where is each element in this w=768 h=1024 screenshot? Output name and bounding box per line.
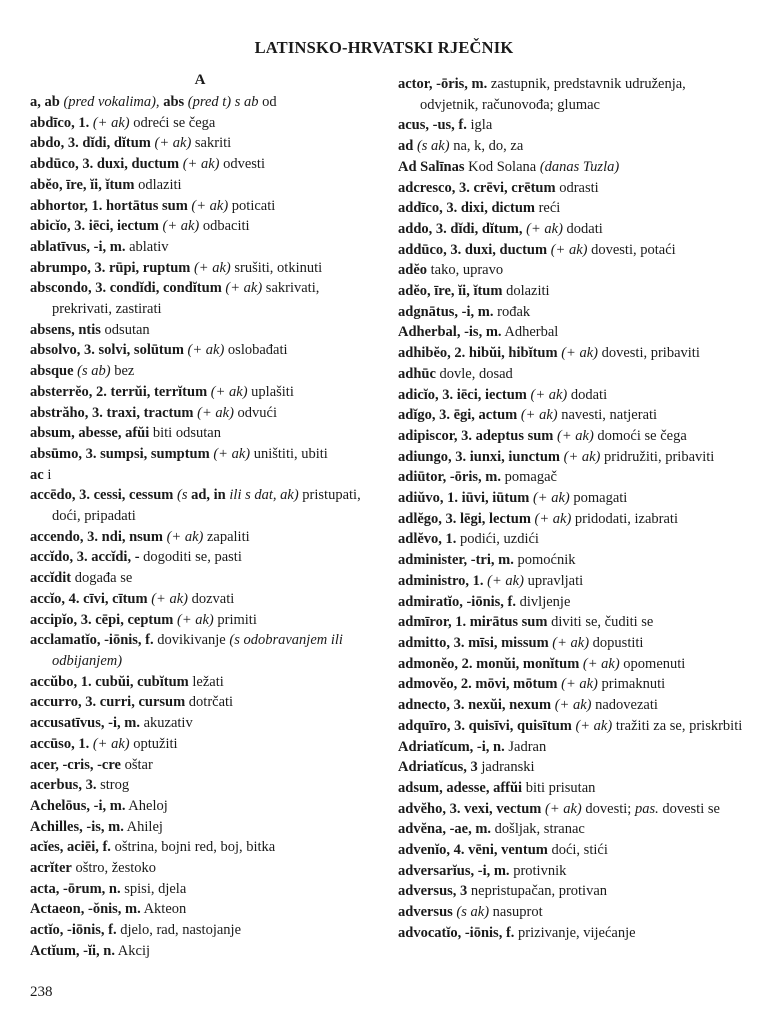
entry-headword: admovĕo, 2. mōvi, mōtum	[398, 676, 558, 693]
entry-headword: adiŭvo, 1. iūvi, iūtum	[398, 490, 530, 507]
entry-text: upravljati	[523, 572, 584, 589]
dictionary-entry	[398, 178, 743, 199]
entry-note: (+ ak)	[487, 572, 524, 589]
dictionary-entry	[30, 879, 370, 900]
dictionary-entry	[398, 488, 743, 509]
entry-headword: adversus	[398, 904, 453, 921]
dictionary-entry	[398, 281, 743, 302]
entry-headword: abdūco, 3. duxi, ductum	[30, 156, 180, 173]
entry-text: diviti se, čuditi se	[547, 614, 654, 631]
entry-text: dovesti se	[658, 800, 720, 817]
entry-note: (+ ak)	[177, 611, 214, 628]
entry-text: pristupati, doći, pripadati	[52, 487, 361, 525]
dictionary-entry	[398, 115, 743, 136]
entry-note: (pred vokalima),	[63, 94, 160, 110]
dictionary-entry	[398, 571, 743, 592]
entry-headword: accĭdit	[30, 570, 72, 587]
dictionary-entry	[30, 837, 370, 858]
entry-text: spisi, djela	[120, 880, 187, 897]
entry-text: rođak	[493, 303, 531, 320]
entry-headword: absque	[30, 363, 74, 380]
entry-text: događa se	[71, 570, 133, 587]
entry-text: zastupnik, predstavnik udruženja, odvjetnik, računovođa; glumac	[420, 76, 686, 113]
entry-text: pridodati, izabrati	[571, 510, 678, 527]
entry-headword: accēdo, 3. cessi, cessum	[30, 487, 174, 504]
dictionary-entry	[398, 260, 743, 281]
dictionary-entry	[398, 136, 743, 157]
dictionary-entry	[398, 240, 743, 261]
entry-headword: abdīco, 1.	[30, 114, 90, 131]
dictionary-entry	[398, 219, 743, 240]
dictionary-entry	[30, 237, 370, 258]
dictionary-entry	[398, 364, 743, 385]
dictionary-entry	[398, 654, 743, 675]
entry-headword: ablatīvus, -i, m.	[30, 238, 126, 255]
dictionary-entry	[30, 692, 370, 713]
entry-text: dovesti, potaći	[587, 241, 676, 258]
entry-headword: acĭes, aciēi, f.	[30, 839, 111, 856]
entry-headword: admitto, 3. mīsi, missum	[398, 634, 549, 651]
dictionary-entry	[30, 485, 370, 526]
entry-text: dodati	[567, 386, 608, 403]
dictionary-entry	[398, 840, 743, 861]
dictionary-entry	[30, 547, 370, 568]
entry-note: (+ ak)	[182, 156, 220, 173]
entry-note: (+ ak)	[563, 448, 601, 465]
entry-headword: adicĭo, 3. iēci, iectum	[398, 386, 527, 403]
dictionary-entry	[30, 941, 370, 962]
entry-text: od	[258, 94, 277, 110]
entry-note: (+ ak)	[561, 676, 598, 693]
entry-note: (+ ak)	[561, 345, 598, 362]
entry-note: (+ ak)	[191, 197, 229, 214]
entry-text: Jadran	[504, 738, 547, 755]
dictionary-entry	[398, 861, 743, 882]
letter-heading: A	[194, 72, 206, 88]
entry-note: (+ ak)	[187, 342, 225, 359]
entry-headword: admīror, 1. mirātus sum	[398, 614, 548, 631]
entry-headword: abhortor, 1. hortātus sum	[30, 197, 188, 214]
dictionary-entry	[398, 322, 743, 343]
entry-text: sakriti	[191, 135, 232, 152]
dictionary-entry	[398, 612, 743, 633]
entry-headword: acus, -us, f.	[398, 117, 467, 134]
right-column	[398, 74, 743, 944]
entry-headword: Ad Salīnas	[398, 158, 465, 175]
entry-headword: acerbus, 3.	[30, 777, 97, 794]
entry-headword: advenĭo, 4. vēni, ventum	[398, 842, 548, 859]
dictionary-entry	[30, 175, 370, 196]
dictionary-entry	[398, 923, 743, 944]
entry-text: odbaciti	[199, 218, 250, 235]
dictionary-entry	[398, 674, 743, 695]
dictionary-entry	[30, 133, 370, 154]
entry-note: (+ ak)	[92, 735, 130, 752]
entry-text: oštar	[120, 756, 153, 773]
entry-headword: accŭbo, 1. cubŭi, cubĭtum	[30, 673, 189, 690]
entry-note: (s ak)	[416, 138, 450, 155]
entry-text: ablativ	[125, 238, 169, 255]
entry-text: reći	[534, 200, 561, 217]
entry-text: nepristupačan, protivan	[467, 883, 608, 900]
dictionary-entry	[30, 734, 370, 755]
page-title: LATINSKO-HRVATSKI RJEČNIK	[254, 38, 514, 57]
entry-text: dovle, dosad	[435, 365, 513, 382]
entry-text: pomagač	[500, 469, 557, 486]
dictionary-entry	[30, 382, 370, 403]
dictionary-entry	[398, 447, 743, 468]
entry-text: pomagati	[569, 490, 628, 507]
entry-text: nasuprot	[489, 904, 543, 921]
entry-note: (pred t) s ab	[187, 94, 259, 110]
entry-text: biti prisutan	[522, 779, 596, 796]
entry-text: Aheloj	[125, 797, 168, 814]
entry-note: (s	[176, 487, 188, 504]
entry-headword: administro, 1.	[398, 572, 484, 589]
entry-note: (+ ak)	[92, 114, 130, 131]
entry-text: zapaliti	[203, 528, 250, 545]
dictionary-entry	[398, 778, 743, 799]
entry-headword: abicĭo, 3. iēci, iectum	[30, 218, 159, 235]
dictionary-entry	[30, 817, 370, 838]
entry-headword: absum, abesse, afŭi	[30, 425, 150, 442]
entry-text: jadranski	[477, 759, 535, 776]
entry-headword: advĕna, -ae, m.	[398, 821, 492, 838]
dictionary-entry	[30, 589, 370, 610]
entry-text: dopustiti	[589, 634, 644, 651]
entry-headword: adlĕgo, 3. lēgi, lectum	[398, 510, 531, 527]
entry-headword: adquīro, 3. quisīvi, quisītum	[398, 717, 572, 734]
page-number: 238	[30, 984, 53, 1000]
dictionary-entry	[30, 610, 370, 631]
entry-headword: absterrĕo, 2. terrŭi, terrĭtum	[30, 383, 208, 400]
entry-note: (+ ak)	[550, 241, 588, 258]
dictionary-entry	[30, 216, 370, 237]
dictionary-entry	[30, 775, 370, 796]
entry-headword: absūmo, 3. sumpsi, sumptum	[30, 445, 210, 462]
entry-text: odlaziti	[134, 176, 182, 193]
entry-headword: a, ab	[30, 94, 60, 110]
dictionary-entry	[30, 154, 370, 175]
entry-text: pridružiti, pribaviti	[600, 448, 715, 465]
entry-headword: accendo, 3. ndi, nsum	[30, 528, 163, 545]
dictionary-entry	[398, 819, 743, 840]
entry-text: prizivanje, vijećanje	[514, 924, 636, 941]
entry-text: odvući	[233, 404, 277, 421]
entry-headword: Achelōus, -i, m.	[30, 797, 126, 814]
dictionary-entry	[30, 527, 370, 548]
entry-headword: Adherbal, -is, m.	[398, 324, 502, 341]
entry-note: (+ ak)	[210, 383, 248, 400]
entry-text: poticati	[228, 197, 276, 214]
entry-text: igla	[466, 117, 493, 134]
entry-headword: addūco, 3. duxi, ductum	[398, 241, 548, 258]
entry-headword: abscondo, 3. condĭdi, condĭtum	[30, 280, 222, 297]
entry-headword: abrumpo, 3. rūpi, ruptum	[30, 259, 191, 276]
dictionary-entry	[30, 92, 370, 113]
dictionary-entry	[30, 630, 370, 671]
entry-note: (+ ak)	[530, 386, 568, 403]
dictionary-entry	[398, 757, 743, 778]
dictionary-entry	[398, 74, 743, 115]
dictionary-entry	[30, 340, 370, 361]
entry-headword: adiūtor, -ōris, m.	[398, 469, 501, 486]
entry-note: (+ ak)	[582, 655, 620, 672]
dictionary-entry	[30, 361, 370, 382]
entry-text: protivnik	[509, 862, 567, 879]
entry-text: Akteon	[140, 901, 187, 918]
dictionary-entry	[30, 672, 370, 693]
entry-headword: adnecto, 3. nexŭi, nexum	[398, 697, 552, 714]
entry-note: (+ ak)	[213, 445, 251, 462]
entry-headword: accūso, 1.	[30, 735, 90, 752]
entry-text: odreći se čega	[129, 114, 216, 131]
entry-headword: ac	[30, 466, 44, 483]
entry-text: tražiti za se, priskrbiti	[612, 717, 743, 734]
entry-note: (+ ak)	[151, 590, 188, 607]
entry-text: optužiti	[129, 735, 178, 752]
entry-headword: administer, -tri, m.	[398, 552, 514, 569]
dictionary-entry	[398, 302, 743, 323]
entry-headword: adcresco, 3. crēvi, crētum	[398, 179, 556, 196]
entry-note: (+ ak)	[197, 404, 234, 421]
entry-text: djelo, rad, nastojanje	[116, 922, 242, 939]
entry-text: nadovezati	[591, 697, 658, 714]
entry-note: (danas Tuzla)	[539, 158, 620, 175]
entry-headword: actĭo, -iōnis, f.	[30, 922, 117, 939]
entry-headword: accurro, 3. curri, cursum	[30, 694, 186, 711]
entry-note: (+ ak)	[532, 490, 570, 507]
entry-headword: abĕo, īre, ĭi, ĭtum	[30, 176, 135, 193]
entry-text: akuzativ	[139, 715, 193, 732]
entry-text: ležati	[188, 673, 224, 690]
entry-headword: acclamatĭo, -iōnis, f.	[30, 632, 154, 649]
entry-text: strog	[96, 777, 130, 794]
dictionary-entry	[30, 899, 370, 920]
dictionary-entry	[398, 198, 743, 219]
entry-note: (+ ak)	[557, 427, 594, 444]
dictionary-entry	[30, 423, 370, 444]
entry-text: dovesti;	[581, 800, 635, 817]
entry-note: (+ ak)	[545, 800, 582, 817]
dictionary-entry	[398, 426, 743, 447]
entry-headword: acer, -cris, -cre	[30, 756, 121, 773]
dictionary-entry	[398, 343, 743, 364]
entry-headword: ad	[398, 138, 414, 155]
entry-headword: acta, -ōrum, n.	[30, 880, 121, 897]
dictionary-entry	[30, 278, 370, 319]
entry-note: (+ ak)	[534, 510, 572, 527]
dictionary-entry	[398, 385, 743, 406]
entry-text: domoći se čega	[593, 427, 687, 444]
entry-note: (+ ak)	[225, 280, 263, 297]
entry-text: dolaziti	[502, 283, 550, 300]
entry-headword: advĕho, 3. vexi, vectum	[398, 800, 542, 817]
dictionary-entry	[398, 881, 743, 902]
entry-headword: adsum, adesse, affŭi	[398, 779, 523, 796]
entry-headword: adhūc	[398, 365, 436, 382]
entry-text: podići, uzdići	[456, 531, 539, 548]
entry-headword: adĕo	[398, 262, 427, 279]
entry-headword: accusatīvus, -i, m.	[30, 715, 140, 732]
dictionary-entry	[30, 568, 370, 589]
entry-note: (+ ak)	[575, 717, 613, 734]
entry-headword: adlĕvo, 1.	[398, 531, 457, 548]
dictionary-entry	[30, 403, 370, 424]
entry-headword: advocatĭo, -iōnis, f.	[398, 924, 515, 941]
entry-text: divljenje	[516, 593, 571, 610]
entry-note: (s odobravanjem ili odbijanjem)	[52, 632, 343, 669]
dictionary-entry	[398, 592, 743, 613]
entry-note: (+ ak)	[526, 220, 563, 237]
entry-note: (+ ak)	[552, 634, 590, 651]
entry-note: (+ ak)	[162, 218, 200, 235]
entry-note: (+ ak)	[166, 528, 204, 545]
dictionary-entry	[30, 796, 370, 817]
entry-text: odrasti	[555, 179, 599, 196]
dictionary-entry	[30, 196, 370, 217]
entry-headword: adhibĕo, 2. hibŭi, hibĭtum	[398, 345, 558, 362]
entry-text: biti odsutan	[149, 425, 221, 442]
dictionary-entry	[30, 258, 370, 279]
entry-headword: absolvo, 3. solvi, solūtum	[30, 342, 184, 359]
entry-headword: admonĕo, 2. monŭi, monĭtum	[398, 655, 580, 672]
entry-text: navesti, natjerati	[557, 407, 658, 424]
entry-headword: adipiscor, 3. adeptus sum	[398, 427, 554, 444]
dictionary-entry	[30, 444, 370, 465]
entry-headword: accĭo, 4. cīvi, cītum	[30, 590, 148, 607]
entry-headword: acrĭter	[30, 860, 72, 877]
entry-text: oslobađati	[224, 342, 288, 359]
entry-text: oštro, žestoko	[71, 860, 157, 877]
entry-text: dovikivanje	[153, 632, 230, 649]
entry-headword: addo, 3. dĭdi, dĭtum,	[398, 220, 523, 237]
entry-text: dozvati	[187, 590, 235, 607]
entry-text: dovesti, pribaviti	[597, 345, 700, 362]
dictionary-entry	[398, 467, 743, 488]
dictionary-entry	[30, 320, 370, 341]
entry-text: doći, stići	[547, 842, 608, 859]
entry-headword: adversus, 3	[398, 883, 468, 900]
entry-headword: Adriatĭcus, 3	[398, 759, 478, 776]
entry-text: i	[43, 466, 52, 483]
entry-headword: addīco, 3. dixi, dictum	[398, 200, 535, 217]
entry-headword: absens, ntis	[30, 321, 101, 338]
entry-text: dotrčati	[185, 694, 234, 711]
entry-headword: Actĭum, -ĭi, n.	[30, 942, 115, 959]
entry-text: bez	[110, 363, 135, 380]
entry-text: oštrina, bojni red, boj, bitka	[110, 839, 276, 856]
entry-note: (s ab)	[77, 363, 111, 380]
entry-text: došljak, stranac	[491, 821, 585, 838]
entry-text: uništiti, ubiti	[250, 445, 328, 462]
entry-headword: ad, in	[191, 487, 226, 504]
entry-headword: actor, -ōris, m.	[398, 76, 488, 92]
entry-text: odsutan	[100, 321, 150, 338]
entry-note: (s ak)	[456, 904, 490, 921]
dictionary-entry	[398, 737, 743, 758]
entry-headword: adversarĭus, -i, m.	[398, 862, 510, 879]
dictionary-entry	[398, 529, 743, 550]
dictionary-entry	[30, 713, 370, 734]
dictionary-entry	[398, 902, 743, 923]
dictionary-entry	[398, 509, 743, 530]
dictionary-entry	[398, 405, 743, 426]
dictionary-entry	[398, 799, 743, 820]
entry-text: tako, upravo	[427, 262, 504, 279]
entry-text: dodati	[562, 220, 603, 237]
entry-headword: abdo, 3. dĭdi, dĭtum	[30, 135, 151, 152]
dictionary-entry	[398, 633, 743, 654]
entry-text: Ahilej	[123, 818, 163, 835]
entry-text: Akcij	[114, 942, 151, 959]
entry-text: sakrivati, prekrivati, zastirati	[52, 280, 320, 318]
entry-text: uplašiti	[247, 383, 294, 400]
entry-headword: accipĭo, 3. cēpi, ceptum	[30, 611, 174, 628]
left-entry-list	[30, 92, 370, 962]
entry-text: pomoćnik	[513, 552, 576, 569]
dictionary-entry	[30, 858, 370, 879]
entry-headword: adgnātus, -i, m.	[398, 303, 494, 320]
entry-note: (+ ak)	[193, 259, 231, 276]
dictionary-entry	[398, 550, 743, 571]
entry-text: odvesti	[219, 156, 265, 173]
left-column	[30, 68, 370, 962]
entry-text: Adherbal	[501, 324, 559, 341]
entry-text: dogoditi se, pasti	[139, 549, 242, 566]
entry-headword: adiungo, 3. iunxi, iunctum	[398, 448, 560, 465]
entry-headword: admiratĭo, -iōnis, f.	[398, 593, 517, 610]
entry-note: (+ ak)	[154, 135, 192, 152]
entry-text: opomenuti	[619, 655, 686, 672]
dictionary-entry	[398, 157, 743, 178]
dictionary-entry	[398, 716, 743, 737]
entry-note: (+ ak)	[520, 407, 558, 424]
entry-headword: abstrăho, 3. traxi, tractum	[30, 404, 194, 421]
entry-headword: adĭgo, 3. ēgi, actum	[398, 407, 518, 424]
entry-text: Kod Solana	[464, 158, 540, 175]
entry-headword: Achilles, -is, m.	[30, 818, 124, 835]
entry-headword: abs	[163, 94, 185, 110]
dictionary-entry	[30, 755, 370, 776]
entry-text: primaknuti	[597, 676, 666, 693]
entry-note: ili s dat, ak)	[229, 487, 299, 504]
entry-headword: Adriatĭcum, -i, n.	[398, 738, 505, 755]
entry-headword: adĕo, īre, ĭi, ĭtum	[398, 283, 503, 300]
dictionary-entry	[398, 695, 743, 716]
entry-note: (+ ak)	[554, 697, 592, 714]
dictionary-entry	[30, 920, 370, 941]
entry-text: na, k, do, za	[449, 138, 524, 155]
entry-headword: accĭdo, 3. accĭdi, -	[30, 549, 140, 566]
right-entry-list	[398, 74, 743, 944]
entry-text: srušiti, otkinuti	[230, 259, 323, 276]
dictionary-entry	[30, 465, 370, 486]
entry-note: pas.	[634, 800, 659, 817]
entry-text: primiti	[213, 611, 257, 628]
entry-headword: Actaeon, -ŏnis, m.	[30, 901, 141, 918]
dictionary-entry	[30, 113, 370, 134]
